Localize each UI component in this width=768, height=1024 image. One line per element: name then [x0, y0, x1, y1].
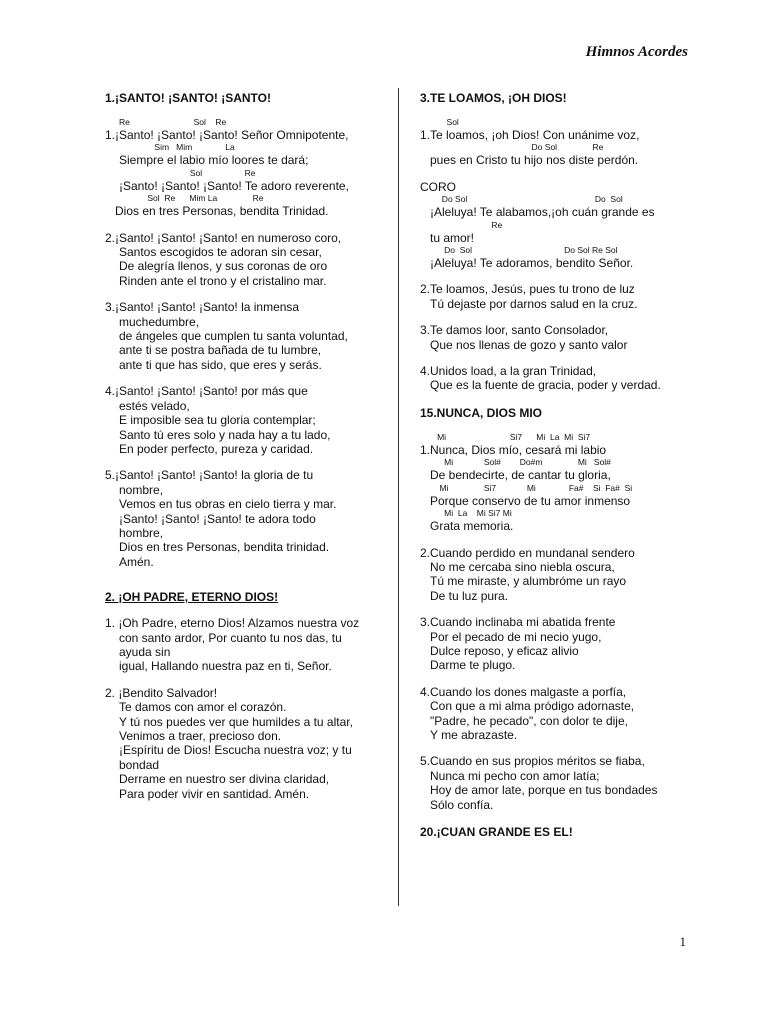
chord-line: Sol [430, 117, 459, 127]
lyric-line: Derrame en nuestro ser divina claridad, [119, 772, 330, 787]
lyric-line: Por el pecado de mi necio yugo, [430, 629, 602, 644]
lyric-line: Nunca mi pecho con amor latía; [430, 768, 600, 783]
lyric-line: 2. ¡Bendito Salvador! [105, 685, 218, 700]
lyric-line: ¡Aleluya! Te adoramos, bendito Señor. [430, 256, 634, 271]
lyric-line: Hoy de amor late, porque en tus bondades [430, 783, 658, 798]
document-header-title: Himnos Acordes [585, 44, 688, 60]
stanza-2 [105, 686, 390, 801]
lyric-line: 4.Unidos load, a la gran Trinidad, [420, 364, 597, 379]
stanza-3 [420, 615, 690, 673]
lyric-line: pues en Cristo tu hijo nos diste perdón. [430, 153, 639, 168]
stanza-4 [105, 384, 390, 456]
lyric-line: 4.Cuando los dones malgaste a porfía, [420, 684, 627, 699]
lyric-line: E imposible sea tu gloria contemplar; [119, 413, 316, 428]
hymn-cuan-grande-es-el [420, 824, 690, 840]
lyric-line: Que es la fuente de gracia, poder y verdad. [430, 378, 661, 393]
lyric-line: 1.¡Santo! ¡Santo! ¡Santo! Señor Omnipotente, [105, 128, 349, 142]
stanza-5 [105, 468, 390, 569]
lyric-line: 2.¡Santo! ¡Santo! ¡Santo! en numeroso coro, [105, 230, 342, 245]
chorus [420, 180, 690, 271]
lyric-line: ¡Santo! ¡Santo! ¡Santo! te adora todo [119, 511, 316, 526]
lyric-line: 1. ¡Oh Padre, eterno Dios! Alzamos nuestra voz [105, 616, 360, 631]
lyric-line: Con que a mi alma pródigo adornaste, [430, 699, 635, 714]
hymn-title: 2. ¡OH PADRE, ETERNO DIOS! [105, 590, 279, 605]
lyric-line: 1.Nunca, Dios mío, cesará mi labio [420, 442, 607, 457]
page-number: 1 [679, 934, 686, 949]
lyric-line: con santo ardor, Por cuanto tu nos das, tu [119, 630, 342, 645]
stanza-2 [420, 546, 690, 604]
stanza-3 [105, 300, 390, 372]
lyric-line: "Padre, he pecado", con dolor te dije, [430, 713, 628, 728]
lyric-line: Santos escogidos te adoran sin cesar, [119, 245, 322, 260]
column-divider [398, 88, 399, 906]
lyric-line: Siempre el labio mío loores te dará; [119, 153, 309, 168]
stanza-4 [420, 685, 690, 743]
stanza-5 [420, 754, 690, 812]
chord-line: Do Sol Re [430, 142, 604, 153]
lyric-line: igual, Hallando nuestra paz en ti, Señor. [119, 659, 332, 674]
lyric-line: 2.Te loamos, Jesús, pues tu trono de luz [420, 282, 635, 297]
lyric-line: ante ti que has sido, que eres y serás. [119, 357, 322, 372]
hymn-title: 15.NUNCA, DIOS MIO [420, 405, 543, 420]
lyric-line: 2.Cuando perdido en mundanal sendero [420, 545, 635, 560]
chord-line: Mi La Mi Si7 Mi [430, 508, 512, 519]
left-column [105, 90, 390, 813]
lyric-line: Dios en tres Personas, bendita Trinidad. [115, 204, 329, 219]
lyric-line: Que nos llenas de gozo y santo valor [430, 337, 628, 352]
lyric-line: hombre, [119, 525, 164, 540]
lyric-line: Amén. [119, 554, 154, 569]
lyric-line: Santo tú eres solo y nada hay a tu lado, [119, 427, 331, 442]
stanza-2 [420, 282, 690, 311]
chord-line: Mi Si7 Mi Fa# Si Fa# Si [430, 482, 633, 493]
lyric-line: bondad [119, 757, 160, 772]
lyric-line: Para poder vivir en santidad. Amén. [119, 786, 310, 801]
right-column [420, 90, 690, 851]
lyric-line: ¡Espíritu de Dios! Escucha nuestra voz; y tu [119, 743, 352, 758]
hymn-oh-padre-eterno-dios [105, 589, 390, 801]
lyric-line: De alegría llenos, y sus coronas de oro [119, 259, 328, 274]
lyric-line: 5.¡Santo! ¡Santo! ¡Santo! la gloria de tu [105, 468, 314, 483]
lyric-line: Dulce reposo, y eficaz alivio [430, 643, 579, 658]
stanza-1 [420, 432, 690, 534]
lyric-line: De bendecirte, de cantar tu gloria, [430, 468, 611, 483]
lyric-line: Porque conservo de tu amor inmenso [430, 493, 631, 508]
lyric-line: De tu luz pura. [430, 588, 509, 603]
lyric-line: ¡Santo! ¡Santo! ¡Santo! Te adoro reverente, [119, 178, 349, 193]
lyric-line: tu amor! [430, 230, 475, 245]
chord-line: Sol Re [119, 167, 256, 178]
lyric-line: nombre, [119, 482, 164, 497]
lyric-line: Dios en tres Personas, bendita trinidad. [119, 540, 330, 555]
lyric-line: ¡Aleluya! Te alabamos,¡oh cuán grande es [430, 205, 655, 220]
hymn-te-loamos-oh-dios [420, 90, 690, 393]
stanza-1 [105, 616, 390, 674]
lyric-line: Rinden ante el trono y el cristalino mar. [119, 273, 327, 288]
lyric-line: de ángeles que cumplen tu santa voluntad, [119, 329, 348, 344]
hymn-title: 20.¡CUAN GRANDE ES EL! [420, 825, 573, 839]
chord-line: Mi Sol# Do#m Mi Sol# [430, 457, 611, 468]
lyric-line: ante ti se postra bañada de tu lumbre, [119, 343, 322, 358]
stanza-4 [420, 364, 690, 393]
lyric-line: 1.Te loamos, ¡oh Dios! Con unánime voz, [420, 128, 640, 142]
stanza-1 [420, 117, 690, 168]
chord-line: Mi Si7 Mi La Mi Si7 [430, 431, 591, 442]
stanza-1 [105, 117, 390, 219]
lyric-line: Venimos a traer, precioso don. [119, 729, 282, 743]
chord-line: Do Sol Do Sol Re Sol [430, 245, 618, 256]
chord-line: Re [430, 219, 503, 230]
hymn-title: 1.¡SANTO! ¡SANTO! ¡SANTO! [105, 91, 272, 105]
chorus-label: CORO [420, 179, 456, 194]
lyric-line: estés velado, [119, 398, 190, 413]
hymn-santo-santo-santo [105, 90, 390, 569]
lyric-line: Vemos en tus obras en cielo tierra y mar. [119, 497, 337, 512]
lyric-line: 3.Cuando inclinaba mi abatida frente [420, 615, 616, 630]
lyric-line: 4.¡Santo! ¡Santo! ¡Santo! por más que [105, 384, 308, 399]
lyric-line: 3.Te damos loor, santo Consolador, [420, 323, 609, 338]
lyric-line: Tú me miraste, y alumbróme un rayo [430, 574, 627, 589]
chord-line: Do Sol Do Sol [430, 194, 623, 205]
stanza-2 [105, 231, 390, 289]
lyric-line: Tú dejaste por darnos salud en la cruz. [430, 296, 638, 311]
lyric-line: ayuda sin [119, 644, 171, 659]
lyric-line: muchedumbre, [119, 314, 200, 329]
lyric-line: Y tú nos puedes ver que humildes a tu altar, [119, 714, 353, 729]
lyric-line: Darme te plugo. [430, 658, 516, 673]
hymn-nunca-dios-mio [420, 405, 690, 812]
lyric-line: Y me abrazaste. [430, 727, 518, 742]
chord-line: Sim Mim La [119, 142, 235, 153]
lyric-line: Grata memoria. [430, 519, 514, 534]
chord-line: Sol Re Mim La Re [119, 193, 264, 204]
lyric-line: 5.Cuando en sus propios méritos se fiaba, [420, 754, 645, 769]
lyric-line: No me cercaba sino niebla oscura, [430, 559, 615, 574]
lyric-line: Te damos con amor el corazón. [119, 700, 287, 715]
hymn-title: 3.TE LOAMOS, ¡OH DIOS! [420, 91, 567, 105]
chord-line: Re Sol Re [119, 117, 227, 127]
lyric-line: En poder perfecto, pureza y caridad. [119, 441, 314, 456]
lyric-line: Sólo confía. [430, 797, 494, 812]
stanza-3 [420, 323, 690, 352]
lyric-line: 3.¡Santo! ¡Santo! ¡Santo! la inmensa [105, 300, 300, 315]
